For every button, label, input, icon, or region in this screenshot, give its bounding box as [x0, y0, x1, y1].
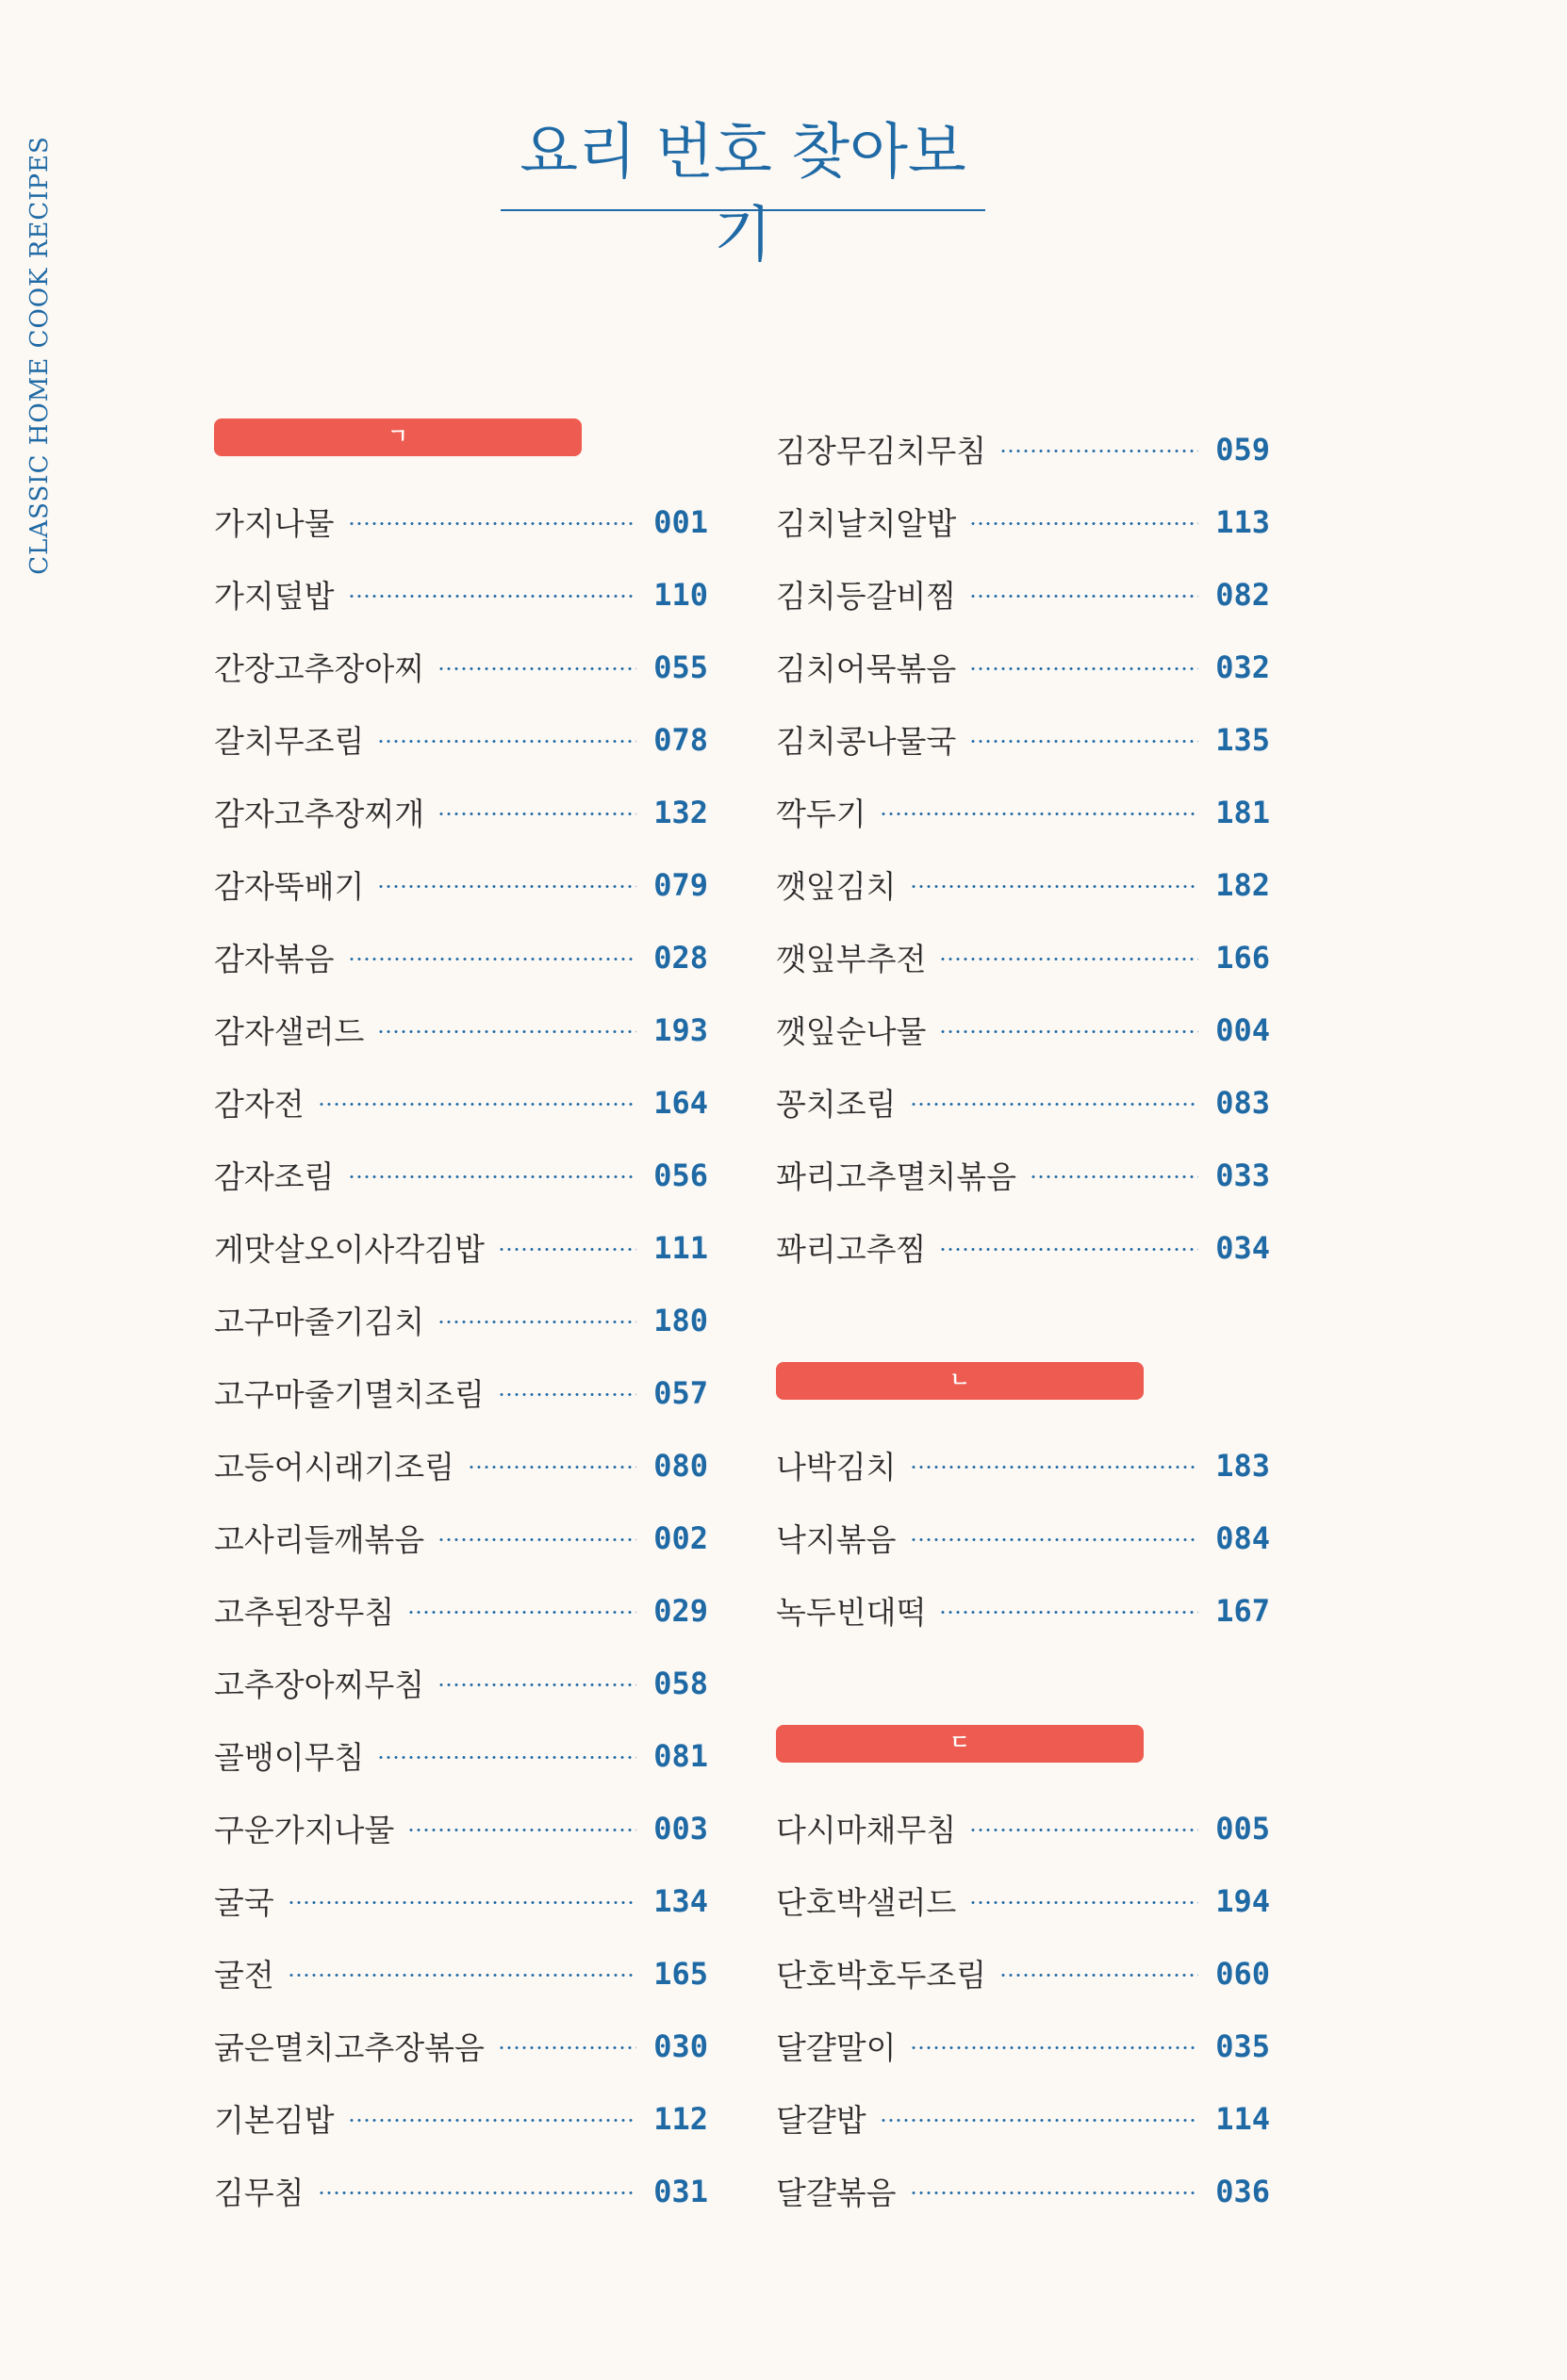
index-entry — [776, 848, 1270, 921]
entry-name: 감자고추장찌개 — [214, 796, 425, 832]
index-entry — [214, 1139, 708, 1211]
index-entry — [214, 1864, 708, 1937]
dot-leader — [288, 1974, 636, 1977]
index-entry — [214, 2082, 708, 2155]
index-entry — [214, 1574, 708, 1647]
entry-name: 깻잎순나물 — [776, 1013, 927, 1050]
dot-leader — [348, 958, 636, 960]
entry-number: 084 — [1215, 1519, 1270, 1556]
index-entry — [214, 1356, 708, 1429]
dot-leader — [969, 1901, 1198, 1904]
index-entry — [214, 993, 708, 1066]
dot-leader — [407, 1829, 636, 1831]
section-header-digeut: ㄷ — [776, 1725, 1144, 1763]
entry-number: 055 — [653, 648, 708, 685]
index-entry — [776, 485, 1270, 558]
dot-leader — [910, 1538, 1198, 1541]
index-entry — [776, 1864, 1270, 1937]
index-entry — [776, 1937, 1270, 2010]
entry-name: 감자볶음 — [214, 941, 335, 977]
entry-number: 166 — [1215, 939, 1270, 976]
entry-number: 164 — [653, 1084, 708, 1121]
entry-name: 감자조림 — [214, 1158, 335, 1195]
index-entry — [214, 1284, 708, 1356]
section-spacer — [776, 1647, 1270, 1719]
index-entry — [776, 1066, 1270, 1139]
dot-leader — [910, 2046, 1198, 2049]
index-entry — [214, 921, 708, 993]
entry-number: 005 — [1215, 1810, 1270, 1847]
entry-name: 고등어시래기조림 — [214, 1449, 455, 1485]
index-entry — [776, 2155, 1270, 2227]
entry-number: 132 — [653, 794, 708, 830]
entry-name: 김치콩나물국 — [776, 723, 957, 760]
entry-name: 꽈리고추멸치볶음 — [776, 1158, 1017, 1195]
index-entry — [776, 1574, 1270, 1647]
entry-name: 굴전 — [214, 1957, 274, 1994]
entry-number: 078 — [653, 721, 708, 758]
entry-name: 김치등갈비찜 — [776, 578, 957, 615]
entry-number: 183 — [1215, 1447, 1270, 1484]
entry-name: 감자전 — [214, 1086, 305, 1123]
section-header-giyeok: ㄱ — [214, 419, 582, 456]
dot-leader — [437, 1683, 636, 1686]
dot-leader — [377, 1030, 636, 1033]
index-entry — [214, 1937, 708, 2010]
entry-name: 깻잎김치 — [776, 868, 897, 905]
entry-number: 002 — [653, 1519, 708, 1556]
dot-leader — [910, 1103, 1198, 1106]
entry-number: 135 — [1215, 721, 1270, 758]
entry-number: 113 — [1215, 503, 1270, 540]
dot-leader — [880, 812, 1198, 815]
entry-name: 게맛살오이사각김밥 — [214, 1231, 485, 1268]
entry-name: 달걀밥 — [776, 2102, 866, 2139]
dot-leader — [969, 522, 1198, 525]
entry-name: 나박김치 — [776, 1449, 897, 1485]
entry-number: 082 — [1215, 576, 1270, 613]
dot-leader — [437, 1321, 636, 1323]
index-entry — [776, 2010, 1270, 2082]
index-entry — [214, 848, 708, 921]
index-entry — [214, 776, 708, 848]
entry-name: 간장고추장아찌 — [214, 650, 425, 687]
entry-name: 가지덮밥 — [214, 578, 335, 615]
entry-name: 단호박샐러드 — [776, 1884, 957, 1921]
index-entry — [214, 1719, 708, 1792]
index-entry — [776, 1429, 1270, 1502]
entry-number: 028 — [653, 939, 708, 976]
entry-number: 057 — [653, 1374, 708, 1411]
index-entry — [214, 1792, 708, 1864]
index-entry — [776, 413, 1270, 485]
dot-leader — [910, 885, 1198, 888]
section-spacer — [776, 1284, 1270, 1356]
entry-number: 112 — [653, 2100, 708, 2137]
dot-leader — [407, 1611, 636, 1614]
entry-number: 110 — [653, 576, 708, 613]
index-entry — [214, 1502, 708, 1574]
index-entry — [776, 703, 1270, 776]
dot-leader — [939, 958, 1198, 960]
entry-number: 059 — [1215, 431, 1270, 468]
spine-text: CLASSIC HOME COOK RECIPES — [25, 136, 55, 575]
dot-leader — [377, 1756, 636, 1759]
entry-name: 꽈리고추찜 — [776, 1231, 927, 1268]
entry-number: 031 — [653, 2173, 708, 2209]
index-entry — [214, 1066, 708, 1139]
index-entry — [214, 558, 708, 631]
entry-name: 깍두기 — [776, 796, 866, 832]
dot-leader — [999, 450, 1198, 452]
entry-number: 056 — [653, 1157, 708, 1193]
index-column-right — [776, 413, 1270, 2227]
entry-name: 감자뚝배기 — [214, 868, 365, 905]
entry-name: 달걀말이 — [776, 2029, 897, 2066]
dot-leader — [939, 1248, 1198, 1251]
section-header-nieun: ㄴ — [776, 1362, 1144, 1400]
entry-number: 030 — [653, 2027, 708, 2064]
entry-name: 골뱅이무침 — [214, 1739, 365, 1776]
entry-number: 194 — [1215, 1882, 1270, 1919]
dot-leader — [969, 740, 1198, 743]
entry-name: 김치어묵볶음 — [776, 650, 957, 687]
entry-name: 단호박호두조림 — [776, 1957, 987, 1994]
entry-name: 감자샐러드 — [214, 1013, 365, 1050]
page-header — [501, 111, 985, 271]
dot-leader — [348, 1175, 636, 1178]
entry-name: 김장무김치무침 — [776, 433, 987, 469]
index-entry — [776, 1139, 1270, 1211]
entry-name: 꽁치조림 — [776, 1086, 897, 1123]
dot-leader — [377, 885, 636, 888]
dot-leader — [318, 2191, 636, 2194]
dot-leader — [1030, 1175, 1198, 1178]
dot-leader — [288, 1901, 636, 1904]
dot-leader — [498, 1248, 636, 1251]
entry-number: 180 — [653, 1302, 708, 1338]
index-entry — [214, 1647, 708, 1719]
entry-name: 구운가지나물 — [214, 1812, 395, 1848]
dot-leader — [468, 1466, 636, 1469]
entry-number: 033 — [1215, 1157, 1270, 1193]
entry-number: 004 — [1215, 1011, 1270, 1048]
dot-leader — [939, 1030, 1198, 1033]
entry-name: 갈치무조림 — [214, 723, 365, 760]
entry-name: 고추장아찌무침 — [214, 1666, 425, 1703]
index-entry — [214, 1211, 708, 1284]
entry-name: 고추된장무침 — [214, 1594, 395, 1631]
index-entry — [214, 703, 708, 776]
dot-leader — [377, 740, 636, 743]
entry-name: 가지나물 — [214, 505, 335, 542]
index-entry — [214, 1429, 708, 1502]
entry-name: 달걀볶음 — [776, 2175, 897, 2211]
entry-number: 081 — [653, 1737, 708, 1774]
entry-number: 058 — [653, 1665, 708, 1701]
dot-leader — [437, 812, 636, 815]
entry-number: 003 — [653, 1810, 708, 1847]
index-entry — [776, 993, 1270, 1066]
index-entry — [776, 1502, 1270, 1574]
entry-number: 181 — [1215, 794, 1270, 830]
index-entry — [776, 776, 1270, 848]
entry-name: 굴국 — [214, 1884, 274, 1921]
dot-leader — [318, 1103, 636, 1106]
entry-number: 080 — [653, 1447, 708, 1484]
entry-name: 굵은멸치고추장볶음 — [214, 2029, 485, 2066]
entry-number: 167 — [1215, 1592, 1270, 1629]
entry-name: 김무침 — [214, 2175, 305, 2211]
entry-name: 깻잎부추전 — [776, 941, 927, 977]
index-column-left — [214, 413, 708, 2227]
dot-leader — [498, 1393, 636, 1396]
entry-number: 165 — [653, 1955, 708, 1992]
index-entry — [214, 2155, 708, 2227]
entry-name: 기본김밥 — [214, 2102, 335, 2139]
dot-leader — [498, 2046, 636, 2049]
entry-number: 001 — [653, 503, 708, 540]
entry-number: 114 — [1215, 2100, 1270, 2137]
dot-leader — [348, 2119, 636, 2122]
entry-number: 035 — [1215, 2027, 1270, 2064]
entry-name: 고구마줄기멸치조림 — [214, 1376, 485, 1413]
entry-number: 036 — [1215, 2173, 1270, 2209]
dot-leader — [999, 1974, 1198, 1977]
dot-leader — [910, 2191, 1198, 2194]
dot-leader — [910, 1466, 1198, 1469]
dot-leader — [969, 595, 1198, 598]
entry-name: 김치날치알밥 — [776, 505, 957, 542]
index-entry — [776, 1792, 1270, 1864]
entry-number: 034 — [1215, 1229, 1270, 1266]
dot-leader — [969, 667, 1198, 670]
entry-number: 083 — [1215, 1084, 1270, 1121]
page-title: 요리 번호 찾아보기 — [520, 118, 966, 271]
index-entry — [776, 921, 1270, 993]
entry-number: 193 — [653, 1011, 708, 1048]
entry-name: 고사리들깨볶음 — [214, 1521, 425, 1558]
entry-number: 134 — [653, 1882, 708, 1919]
index-entry — [776, 2082, 1270, 2155]
entry-name: 고구마줄기김치 — [214, 1304, 425, 1340]
entry-number: 032 — [1215, 648, 1270, 685]
entry-number: 111 — [653, 1229, 708, 1266]
entry-number: 029 — [653, 1592, 708, 1629]
dot-leader — [969, 1829, 1198, 1831]
index-entry — [214, 631, 708, 703]
index-entry — [214, 485, 708, 558]
entry-name: 녹두빈대떡 — [776, 1594, 927, 1631]
spine-label — [21, 124, 58, 586]
entry-name: 낙지볶음 — [776, 1521, 897, 1558]
entry-number: 060 — [1215, 1955, 1270, 1992]
dot-leader — [348, 522, 636, 525]
entry-number: 079 — [653, 866, 708, 903]
dot-leader — [437, 1538, 636, 1541]
dot-leader — [939, 1611, 1198, 1614]
dot-leader — [437, 667, 636, 670]
dot-leader — [880, 2119, 1198, 2122]
dot-leader — [348, 595, 636, 598]
index-entry — [776, 1211, 1270, 1284]
entry-number: 182 — [1215, 866, 1270, 903]
index-entry — [776, 558, 1270, 631]
index-entry — [214, 2010, 708, 2082]
entry-name: 다시마채무침 — [776, 1812, 957, 1848]
index-entry — [776, 631, 1270, 703]
